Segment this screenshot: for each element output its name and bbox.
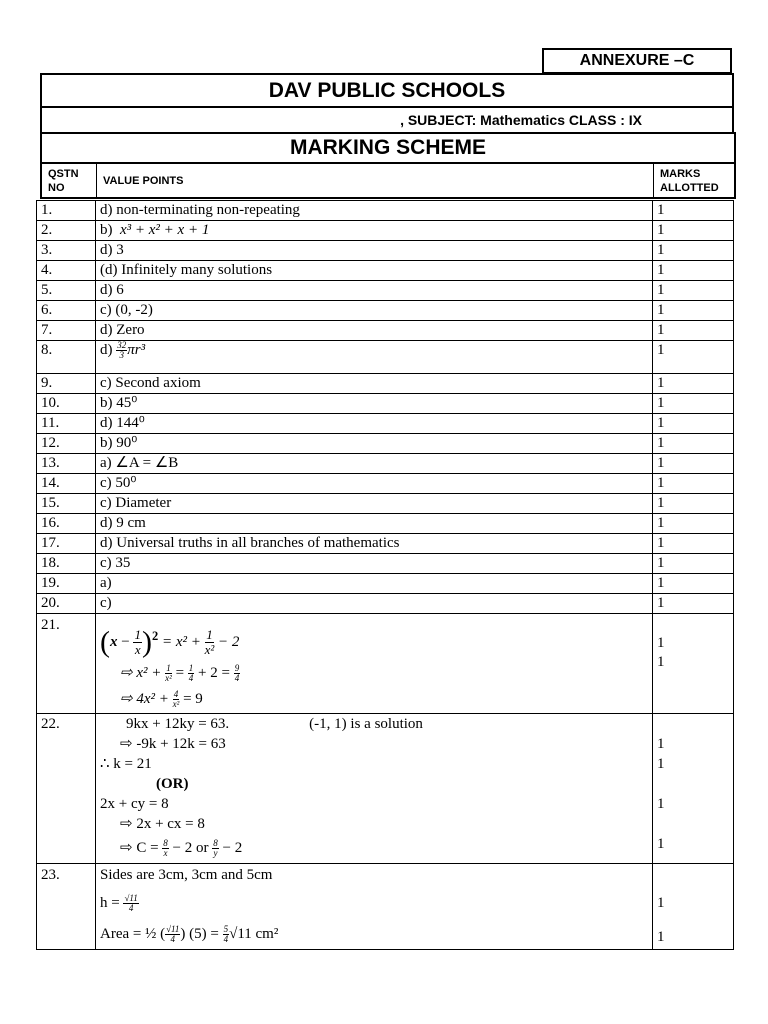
- qno-cell: 20.: [37, 594, 96, 614]
- value-cell: c): [96, 594, 653, 614]
- value-cell: d) 3: [96, 241, 653, 261]
- table-row: [37, 514, 734, 534]
- qno-cell: 5.: [37, 281, 96, 301]
- marks-cell: 1: [653, 594, 734, 614]
- table-row: [37, 554, 734, 574]
- value-cell: a) ∠A = ∠B: [96, 454, 653, 474]
- fraction: $\frac{√11}{4}$: [166, 924, 180, 945]
- qno-cell: 11.: [37, 414, 96, 434]
- qno-cell: 22.: [37, 714, 96, 864]
- fraction: $\frac{8}{y}$: [213, 838, 218, 859]
- q22-line3: ∴ k = 21: [100, 756, 152, 772]
- marks-value: 1: [657, 654, 665, 670]
- value-cell: c) 50⁰: [96, 474, 653, 494]
- qno-cell: 4.: [37, 261, 96, 281]
- math-expression: = x² +: [161, 634, 201, 650]
- qno-cell: 8.: [37, 341, 96, 374]
- value-cell: c) (0, -2): [96, 301, 653, 321]
- marks-cell: 1: [653, 534, 734, 554]
- q23-line1: Sides are 3cm, 3cm and 5cm: [100, 867, 273, 883]
- value-cell: b) 45⁰: [96, 394, 653, 414]
- table-row: [37, 434, 734, 454]
- marks-value: 1: [657, 796, 665, 812]
- marks-cell: 1: [653, 241, 734, 261]
- qno-cell: 15.: [37, 494, 96, 514]
- table-row: [37, 221, 734, 241]
- value-cell: d) Zero: [96, 321, 653, 341]
- column-header-row: [40, 162, 736, 199]
- qno-cell: 18.: [37, 554, 96, 574]
- math-expression: x³ + x² + x + 1: [120, 222, 210, 238]
- table-row: [37, 241, 734, 261]
- table-row: [37, 261, 734, 281]
- table-row: [37, 301, 734, 321]
- q23-line2: h = $\frac{√11}{4}$: [100, 893, 138, 914]
- annexure-label: ANNEXURE –C: [542, 48, 732, 74]
- table-row: [37, 414, 734, 434]
- marks-cell: 1: [653, 221, 734, 241]
- table-row: [37, 321, 734, 341]
- qno-cell: 13.: [37, 454, 96, 474]
- fraction: $\frac{1}{\text{x²}}$: [204, 627, 215, 658]
- value-cell: d) 6: [96, 281, 653, 301]
- math-expression: πr³: [127, 342, 146, 358]
- marks-cell: 1: [653, 281, 734, 301]
- table-row: [37, 374, 734, 394]
- math-expression: − 2: [218, 634, 240, 650]
- value-cell: [96, 714, 653, 864]
- q22-line1: 9kx + 12ky = 63. (-1, 1) is a solution: [126, 716, 423, 732]
- marks-cell: 1: [653, 454, 734, 474]
- qno-cell: 12.: [37, 434, 96, 454]
- fraction: $\frac{√11}{4}$: [124, 893, 138, 914]
- value-cell: c) Second axiom: [96, 374, 653, 394]
- fraction: $\frac{1}{x}$: [134, 627, 141, 658]
- table-row-q23: [37, 864, 734, 950]
- subject-line: , SUBJECT: Mathematics CLASS : IX: [42, 108, 732, 134]
- table-row: [37, 574, 734, 594]
- marks-value: 1: [657, 736, 665, 752]
- qno-cell: 14.: [37, 474, 96, 494]
- table-row: [37, 534, 734, 554]
- qno-cell: 7.: [37, 321, 96, 341]
- fraction: $\frac{1}{\text{x²}}$: [165, 663, 172, 684]
- value-cell: b) 90⁰: [96, 434, 653, 454]
- value-cell: c) Diameter: [96, 494, 653, 514]
- marks-cell: 1: [653, 574, 734, 594]
- value-cell: [96, 614, 653, 714]
- value-cell: d) 9 cm: [96, 514, 653, 534]
- marks-value: 1: [657, 756, 665, 772]
- value-cell: d) Universal truths in all branches of mathematics: [96, 534, 653, 554]
- marks-cell: [653, 714, 734, 864]
- table-row: [37, 494, 734, 514]
- fraction: $\frac{32}{3}$: [117, 340, 127, 361]
- fraction: $\frac{4}{\text{x²}}$: [172, 689, 180, 710]
- table-row: [37, 474, 734, 494]
- marks-cell: 1: [653, 494, 734, 514]
- school-name: DAV PUBLIC SCHOOLS: [42, 75, 732, 108]
- marks-cell: 1: [653, 374, 734, 394]
- marks-cell: 1: [653, 321, 734, 341]
- marks-cell: 1: [653, 394, 734, 414]
- marks-cell: 1: [653, 514, 734, 534]
- qno-cell: 3.: [37, 241, 96, 261]
- marks-cell: 1: [653, 201, 734, 221]
- value-text: d): [100, 342, 113, 358]
- q22-line5: 2x + cy = 8: [100, 796, 169, 812]
- qno-cell: 6.: [37, 301, 96, 321]
- marks-cell: 1: [653, 341, 734, 374]
- value-cell: c) 35: [96, 554, 653, 574]
- q21-line1: (x − $\frac{1}{x}$ )$^2$ = x² + $\frac{1}{\text{x²}}$ − 2: [100, 625, 240, 659]
- marks-cell: 1: [653, 554, 734, 574]
- marks-value: 1: [657, 929, 665, 945]
- fraction: $\frac{1}{4}$: [188, 663, 194, 684]
- q22-line7: ⇨ C = $\frac{8}{x}$ − 2 or $\frac{8}{y}$ − 2: [120, 838, 243, 859]
- marks-value: 1: [657, 836, 665, 852]
- qno-cell: 21.: [37, 614, 96, 714]
- table-row: [37, 594, 734, 614]
- marks-value: 1: [657, 895, 665, 911]
- value-text: b): [100, 222, 113, 238]
- table-row-q21: [37, 614, 734, 714]
- column-value-points: VALUE POINTS: [97, 164, 654, 197]
- document-header: [40, 73, 734, 134]
- marks-cell: 1: [653, 414, 734, 434]
- column-marks: MARKS ALLOTTED: [660, 168, 719, 194]
- table-row: [37, 394, 734, 414]
- value-cell: [96, 341, 653, 374]
- value-cell: [96, 864, 653, 950]
- value-cell: [96, 221, 653, 241]
- marks-cell: 1: [653, 261, 734, 281]
- q22-line2: ⇨ -9k + 12k = 63: [120, 736, 226, 752]
- table-row: [37, 281, 734, 301]
- marks-value: 1: [657, 635, 665, 651]
- marks-cell: 1: [653, 434, 734, 454]
- qno-cell: 17.: [37, 534, 96, 554]
- table-row: [37, 341, 734, 374]
- q21-line2: ⇨ x² + $\frac{1}{\text{x²}}$ = $\frac{1}{4}$ + 2 = $\frac{9}{4}$: [120, 663, 240, 684]
- qno-cell: 10.: [37, 394, 96, 414]
- qno-cell: 19.: [37, 574, 96, 594]
- qno-cell: 23.: [37, 864, 96, 950]
- qno-cell: 16.: [37, 514, 96, 534]
- marks-cell: [653, 864, 734, 950]
- q23-line3: Area = ½ ( $\frac{√11}{4}$ ) (5) = $\frac{5}{4}$ √11 cm²: [100, 924, 279, 945]
- marking-table: [36, 200, 734, 950]
- column-qstn-no: QSTN NO: [42, 164, 97, 197]
- qno-cell: 2.: [37, 221, 96, 241]
- value-cell: (d) Infinitely many solutions: [96, 261, 653, 281]
- value-cell: a): [96, 574, 653, 594]
- value-cell: d) non-terminating non-repeating: [96, 201, 653, 221]
- marks-cell: 1: [653, 301, 734, 321]
- table-row: [37, 201, 734, 221]
- q21-line3: ⇨ 4x² + $\frac{4}{\text{x²}}$ = 9: [120, 689, 203, 710]
- fraction: $\frac{9}{4}$: [234, 663, 240, 684]
- table-row-q22: [37, 714, 734, 864]
- value-cell: d) 144⁰: [96, 414, 653, 434]
- marks-cell: [653, 614, 734, 714]
- table-row: [37, 454, 734, 474]
- q22-line6: ⇨ 2x + cx = 8: [120, 816, 205, 832]
- fraction: $\frac{5}{4}$: [223, 924, 229, 945]
- fraction: $\frac{8}{x}$: [163, 838, 168, 859]
- qno-cell: 1.: [37, 201, 96, 221]
- marking-scheme-title: MARKING SCHEME: [40, 132, 736, 163]
- q22-or: (OR): [156, 776, 189, 792]
- marks-cell: 1: [653, 474, 734, 494]
- qno-cell: 9.: [37, 374, 96, 394]
